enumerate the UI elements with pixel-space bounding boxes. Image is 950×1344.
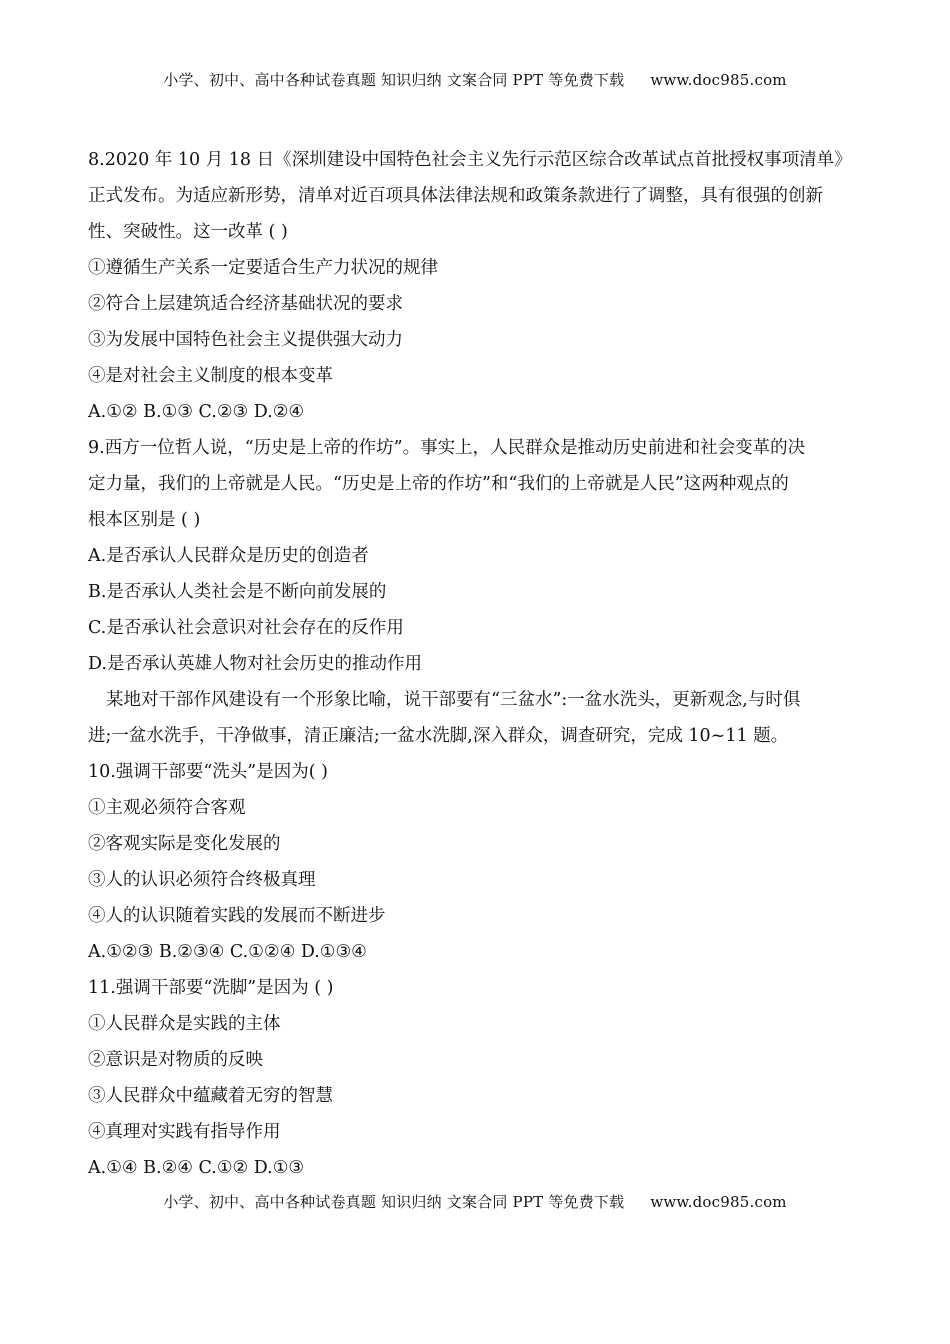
question-10-option-3: ③人的认识必须符合终极真理 [88, 870, 316, 890]
question-8-stem-line-1: 8.2020 年 10 月 18 日《深圳建设中国特色社会主义先行示范区综合改革试点首批授权事项清单》 [88, 150, 852, 170]
page-header [0, 69, 950, 90]
footer-site-link[interactable]: www.doc985.com [650, 1193, 787, 1211]
page-footer [0, 1191, 950, 1212]
question-8-option-1: ①遵循生产关系一定要适合生产力状况的规律 [88, 258, 438, 278]
question-11-option-4: ④真理对实践有指导作用 [88, 1122, 281, 1142]
question-10-option-1: ①主观必须符合客观 [88, 798, 246, 818]
question-11-choices: A.①④ B.②④ C.①② D.①③ [88, 1158, 305, 1178]
footer-text: 小学、初中、高中各种试卷真题 知识归纳 文案合同 PPT 等免费下载 [163, 1193, 625, 1211]
question-10-option-4: ④人的认识随着实践的发展而不断进步 [88, 906, 386, 926]
question-8-option-3: ③为发展中国特色社会主义提供强大动力 [88, 330, 403, 350]
question-11-stem: 11.强调干部要“洗脚”是因为 ( ) [88, 978, 334, 998]
question-9-option-a: A.是否承认人民群众是历史的创造者 [88, 546, 369, 566]
question-9-option-c: C.是否承认社会意识对社会存在的反作用 [88, 618, 404, 638]
passage-line-2: 进;一盆水洗手，干净做事，清正廉洁;一盆水洗脚,深入群众，调查研究，完成 10~11 题。 [88, 726, 789, 746]
question-8-option-4: ④是对社会主义制度的根本变革 [88, 366, 333, 386]
question-10-choices: A.①②③ B.②③④ C.①②④ D.①③④ [88, 942, 367, 962]
question-11-option-2: ②意识是对物质的反映 [88, 1050, 263, 1070]
question-11-option-3: ③人民群众中蕴藏着无穷的智慧 [88, 1086, 333, 1106]
question-10 [88, 754, 898, 970]
reading-passage [88, 682, 898, 754]
question-8-stem-line-2: 正式发布。为适应新形势，清单对近百项具体法律法规和政策条款进行了调整，具有很强的创新 [88, 186, 823, 206]
question-8-stem-line-3: 性、突破性。这一改革 ( ) [88, 222, 288, 242]
question-9-stem-line-1: 9.西方一位哲人说，“历史是上帝的作坊”。事实上，人民群众是推动历史前进和社会变革的决 [88, 438, 806, 458]
question-11-option-1: ①人民群众是实践的主体 [88, 1014, 281, 1034]
passage-line-1: 某地对干部作风建设有一个形象比喻，说干部要有“三盆水”:一盆水洗头，更新观念,与时俱 [106, 690, 801, 710]
question-9-stem-line-3: 根本区别是 ( ) [88, 510, 201, 530]
question-9-option-d: D.是否承认英雄人物对社会历史的推动作用 [88, 654, 422, 674]
question-9 [88, 430, 898, 682]
question-10-option-2: ②客观实际是变化发展的 [88, 834, 281, 854]
question-8-choices: A.①② B.①③ C.②③ D.②④ [88, 402, 305, 422]
question-9-option-b: B.是否承认人类社会是不断向前发展的 [88, 582, 387, 602]
header-site-link[interactable]: www.doc985.com [650, 71, 787, 89]
question-10-stem: 10.强调干部要“洗头”是因为( ) [88, 762, 328, 782]
question-8-option-2: ②符合上层建筑适合经济基础状况的要求 [88, 294, 403, 314]
question-11 [88, 970, 898, 1186]
question-9-stem-line-2: 定力量，我们的上帝就是人民。“历史是上帝的作坊”和“我们的上帝就是人民”这两种观点的 [88, 474, 789, 494]
question-8 [88, 142, 898, 430]
document-body [88, 142, 898, 1186]
header-text: 小学、初中、高中各种试卷真题 知识归纳 文案合同 PPT 等免费下载 [163, 71, 625, 89]
